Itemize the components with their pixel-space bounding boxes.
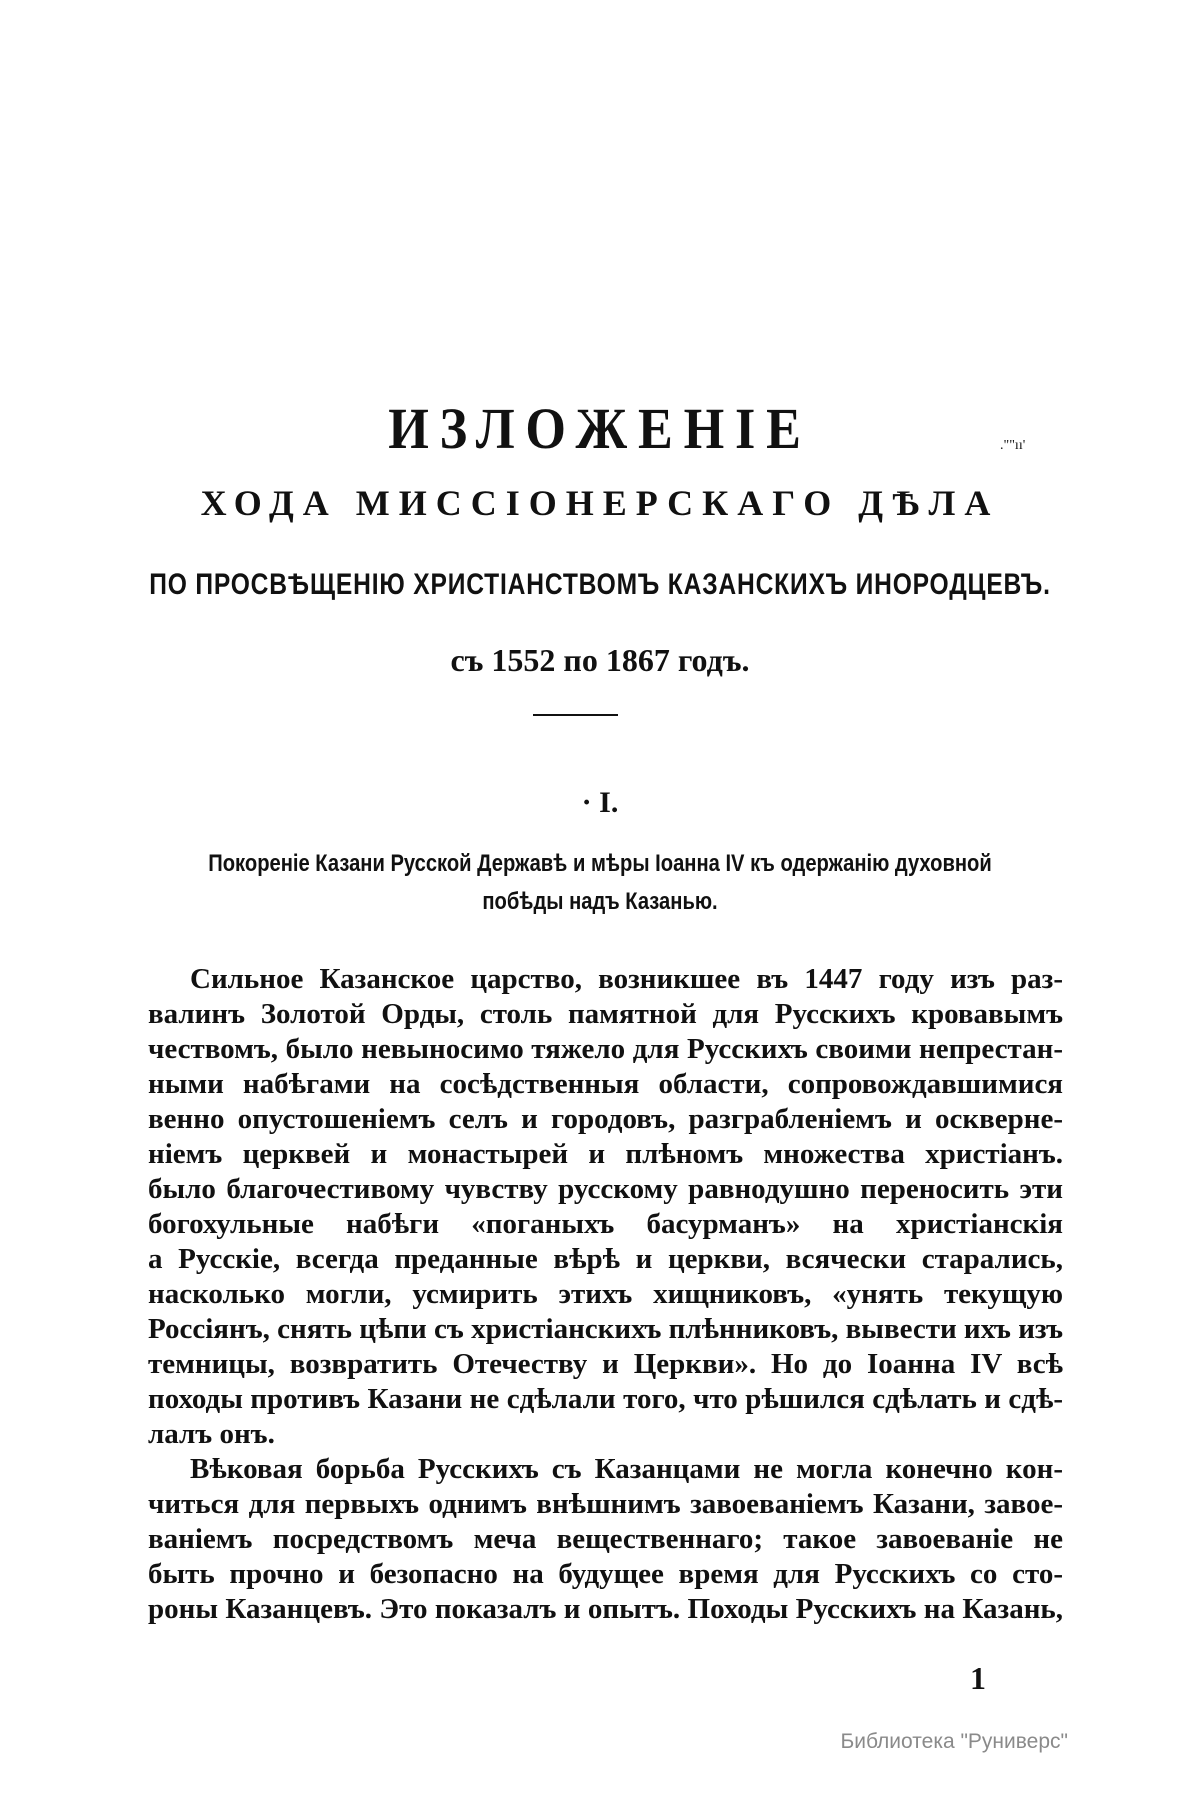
text-line: Россіянъ, снять цѣпи съ христіанскихъ плѣнниковъ, вывести ихъ изъ: [148, 1313, 1063, 1345]
text-line: было благочестивому чувству русскому равнодушно переносить эти: [148, 1173, 1063, 1205]
title-line-2: ХОДА МИССІОНЕРСКАГО ДѢЛА: [200, 483, 1000, 523]
section-number: · I.: [581, 786, 619, 819]
text-line: а Русскіе, всегда преданные вѣрѣ и церкви, всячески старались,: [148, 1243, 1063, 1275]
page-number: 1: [970, 1660, 986, 1696]
library-watermark: Библиотека "Руниверс": [840, 1730, 1068, 1753]
text-line: насколько могли, усмирить этихъ хищниковъ, «унять текущую: [148, 1278, 1063, 1310]
text-line: валинъ Золотой Орды, столь памятной для Русскихъ кровавымъ: [148, 998, 1063, 1030]
title-dates: съ 1552 по 1867 годъ.: [450, 642, 750, 678]
scan-artifact: .""ıı': [1000, 438, 1026, 453]
text-line: Вѣковая борьба Русскихъ съ Казанцами не могла конечно кон-: [190, 1453, 1063, 1485]
text-line: венно опустошеніемъ селъ и городовъ, разграбленіемъ и оскверне-: [148, 1103, 1063, 1135]
text-line: лалъ онъ.: [148, 1418, 275, 1450]
body-text: [148, 962, 1063, 1627]
divider: [533, 714, 618, 716]
text-line: чествомъ, было невыносимо тяжело для Русскихъ своими непрестан-: [148, 1033, 1063, 1065]
document-title: ИЗЛОЖЕНІЕ: [388, 396, 812, 461]
text-line: роны Казанцевъ. Это показалъ и опытъ. Походы Русскихъ на Казань,: [148, 1593, 1063, 1625]
text-line: ными набѣгами на сосѣдственныя области, сопровождавшимися: [148, 1068, 1063, 1100]
text-line: ваніемъ посредствомъ меча вещественнаго; такое завоеваніе не: [148, 1523, 1063, 1555]
text-line: Сильное Казанское царство, возникшее въ 1447 году изъ раз-: [190, 963, 1063, 995]
text-line: ніемъ церквей и монастырей и плѣномъ множества христіанъ.: [148, 1138, 1063, 1170]
text-line: темницы, возвратить Отечеству и Церкви». Но до Іоанна IV всѣ: [148, 1348, 1063, 1380]
title-line-3: ПО ПРОСВѢЩЕНІЮ ХРИСТІАНСТВОМЪ КАЗАНСКИХЪ ИНОРОДЦЕВЪ.: [149, 568, 1051, 601]
text-line: богохульные набѣги «поганыхъ басурманъ» на христіанскія: [148, 1208, 1063, 1240]
text-line: походы противъ Казани не сдѣлали того, что рѣшился сдѣлать и сдѣ-: [148, 1383, 1063, 1415]
section-heading-line: Покореніе Казани Русской Державѣ и мѣры Іоанна IV къ одержанію духовной: [208, 850, 992, 877]
text-line: читься для первыхъ однимъ внѣшнимъ завоеваніемъ Казани, завое-: [148, 1488, 1063, 1520]
section-heading-line: побѣды надъ Казанью.: [482, 888, 718, 915]
text-line: быть прочно и безопасно на будущее время для Русскихъ со сто-: [148, 1558, 1063, 1590]
